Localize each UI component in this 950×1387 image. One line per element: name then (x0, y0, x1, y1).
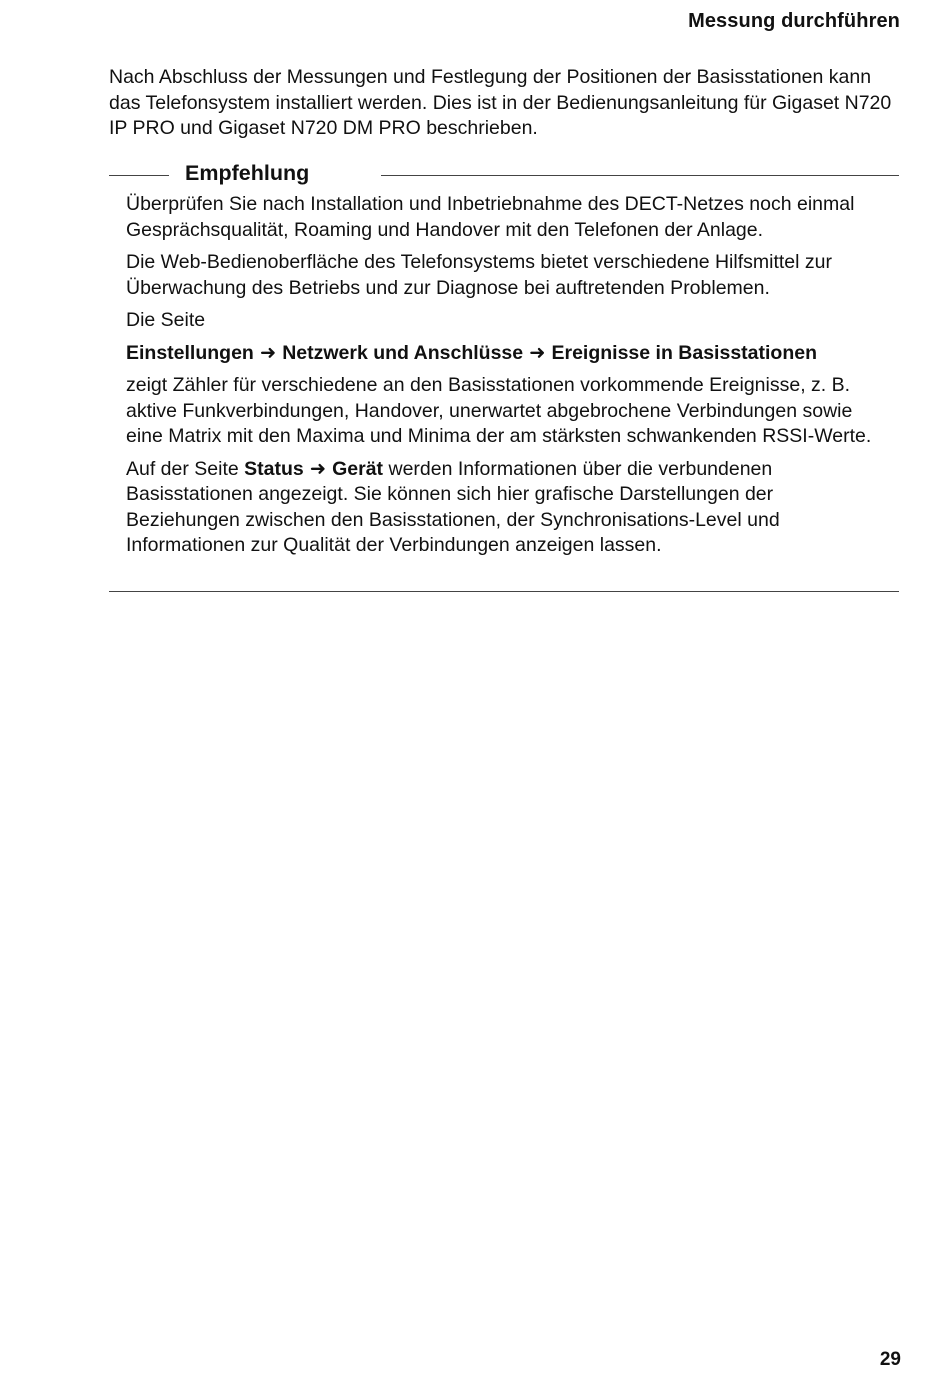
recommendation-paragraph-1: Überprüfen Sie nach Installation und Inbetriebnahme des DECT-Netzes noch einmal Gesprächsqualität, Roaming und Handover mit den Telefonen der Anlage. (126, 193, 855, 241)
recommendation-title: Empfehlung (185, 161, 310, 185)
menu-path (126, 341, 889, 367)
recommendation-box (109, 160, 899, 592)
recommendation-paragraph-4: zeigt Zähler für verschiedene an den Basisstationen vorkommende Ereignisse, z. B. aktive Funkverbindungen, Handover, unerwartet abgebrochene Verbindungen sowie eine Matrix mit den Maxima und Minima der am stärksten schwankenden RSSI-Werte. (126, 374, 872, 447)
heading-rule-left (109, 175, 169, 176)
heading-rule-right (381, 175, 899, 176)
para5-prefix: Auf der Seite (126, 457, 245, 480)
menu-path-step-settings: Einstellungen (126, 341, 254, 364)
arrow-right-icon: ➜ (309, 457, 327, 480)
menu-path-step-events: Ereignisse in Basisstationen (551, 341, 817, 364)
page-header-title: Messung durchführen (688, 10, 900, 32)
menu-path-step-network: Netzwerk und Anschlüsse (282, 341, 524, 364)
arrow-right-icon: ➜ (259, 341, 277, 364)
arrow-right-icon: ➜ (529, 341, 546, 364)
intro-paragraph: Nach Abschluss der Messungen und Festlegung der Positionen der Basisstationen kann das Telefonsystem installiert werden. Dies ist in der Bedienungsanleitung für Gigaset N720 IP PRO und Gigaset N720 DM PRO beschrieben. (109, 66, 892, 139)
recommendation-paragraph-5 (126, 457, 889, 559)
para5-suffix: werden Informationen über die verbundenen Basisstationen angezeigt. Sie können sich hier grafische Darstellungen der Beziehungen zwischen den Basisstationen, der Synchronisations-Level und Informationen zur Qualität der Verbindungen anzeigen lassen. (126, 457, 780, 556)
recommendation-paragraph-2: Die Web-Bedienoberfläche des Telefonsystems bietet verschiedene Hilfsmittel zur Überwachung des Betriebs und zur Diagnose bei auftretenden Problemen. (126, 251, 832, 299)
recommendation-paragraph-3: Die Seite (126, 309, 206, 331)
page-number: 29 (879, 1349, 901, 1370)
recommendation-body (109, 192, 899, 559)
status-label: Status (244, 457, 304, 480)
recommendation-heading (109, 160, 899, 192)
device-label: Gerät (332, 457, 384, 480)
